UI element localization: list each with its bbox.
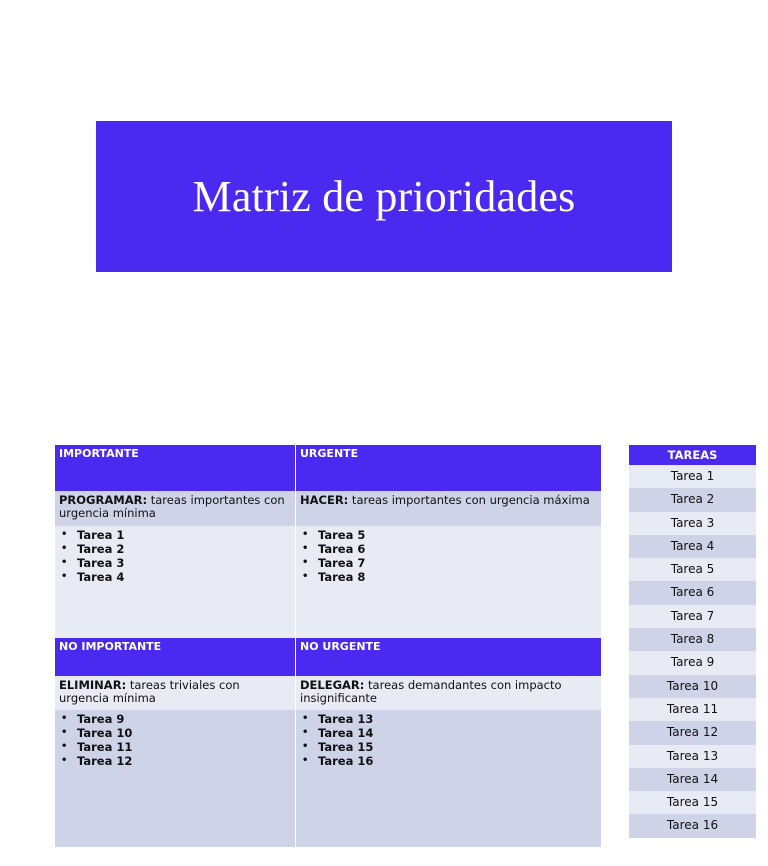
list-item: • Tarea 5 bbox=[318, 528, 597, 542]
quadrant-delegar-title bbox=[296, 676, 601, 710]
table-row: Tarea 13 bbox=[629, 745, 756, 768]
quadrant-eliminar-tasks bbox=[55, 710, 295, 847]
table-row: Tarea 7 bbox=[629, 605, 756, 628]
title-banner bbox=[96, 121, 672, 272]
list-item: • Tarea 3 bbox=[77, 556, 291, 570]
quadrant-desc: tareas importantes con urgencia mínima bbox=[59, 493, 285, 520]
header-importante: IMPORTANTE bbox=[55, 445, 295, 491]
list-item: • Tarea 8 bbox=[318, 570, 597, 584]
list-item: • Tarea 2 bbox=[77, 542, 291, 556]
table-row: Tarea 1 bbox=[629, 465, 756, 488]
priority-matrix bbox=[55, 445, 601, 847]
table-row: Tarea 15 bbox=[629, 791, 756, 814]
list-item: • Tarea 13 bbox=[318, 712, 597, 726]
quadrant-desc: tareas importantes con urgencia máxima bbox=[348, 493, 590, 507]
list-item: • Tarea 9 bbox=[77, 712, 291, 726]
list-item: • Tarea 10 bbox=[77, 726, 291, 740]
header-no-urgente: NO URGENTE bbox=[296, 638, 601, 676]
list-item: • Tarea 16 bbox=[318, 754, 597, 768]
quadrant-desc: tareas demandantes con impacto insignificante bbox=[300, 678, 562, 705]
quadrant-delegar-tasks bbox=[296, 710, 601, 847]
quadrant-desc: tareas triviales con urgencia mínima bbox=[59, 678, 240, 705]
quadrant-programar-title bbox=[55, 491, 295, 526]
table-row: Tarea 11 bbox=[629, 698, 756, 721]
list-item: • Tarea 7 bbox=[318, 556, 597, 570]
quadrant-programar-tasks bbox=[55, 526, 295, 638]
table-row: Tarea 12 bbox=[629, 721, 756, 744]
list-item: • Tarea 12 bbox=[77, 754, 291, 768]
table-row: Tarea 3 bbox=[629, 512, 756, 535]
header-no-importante: NO IMPORTANTE bbox=[55, 638, 295, 676]
table-row: Tarea 14 bbox=[629, 768, 756, 791]
table-row: Tarea 10 bbox=[629, 675, 756, 698]
list-item: • Tarea 14 bbox=[318, 726, 597, 740]
task-table bbox=[629, 445, 756, 838]
list-item: • Tarea 15 bbox=[318, 740, 597, 754]
list-item: • Tarea 1 bbox=[77, 528, 291, 542]
page-title: Matriz de prioridades bbox=[192, 172, 576, 221]
list-item: • Tarea 4 bbox=[77, 570, 291, 584]
quadrant-eliminar-title bbox=[55, 676, 295, 710]
quadrant-label: DELEGAR: bbox=[300, 678, 365, 692]
task-table-header: TAREAS bbox=[629, 445, 756, 465]
quadrant-hacer-tasks bbox=[296, 526, 601, 638]
quadrant-label: PROGRAMAR: bbox=[59, 493, 148, 507]
table-row: Tarea 4 bbox=[629, 535, 756, 558]
table-row: Tarea 6 bbox=[629, 581, 756, 604]
header-urgente: URGENTE bbox=[296, 445, 601, 491]
column-divider bbox=[295, 445, 296, 847]
table-row: Tarea 16 bbox=[629, 814, 756, 837]
table-row: Tarea 2 bbox=[629, 488, 756, 511]
list-item: • Tarea 6 bbox=[318, 542, 597, 556]
quadrant-hacer-title bbox=[296, 491, 601, 526]
quadrant-label: ELIMINAR: bbox=[59, 678, 127, 692]
quadrant-label: HACER: bbox=[300, 493, 349, 507]
table-row: Tarea 9 bbox=[629, 651, 756, 674]
table-row: Tarea 8 bbox=[629, 628, 756, 651]
table-row: Tarea 5 bbox=[629, 558, 756, 581]
task-table-body bbox=[629, 465, 756, 838]
list-item: • Tarea 11 bbox=[77, 740, 291, 754]
